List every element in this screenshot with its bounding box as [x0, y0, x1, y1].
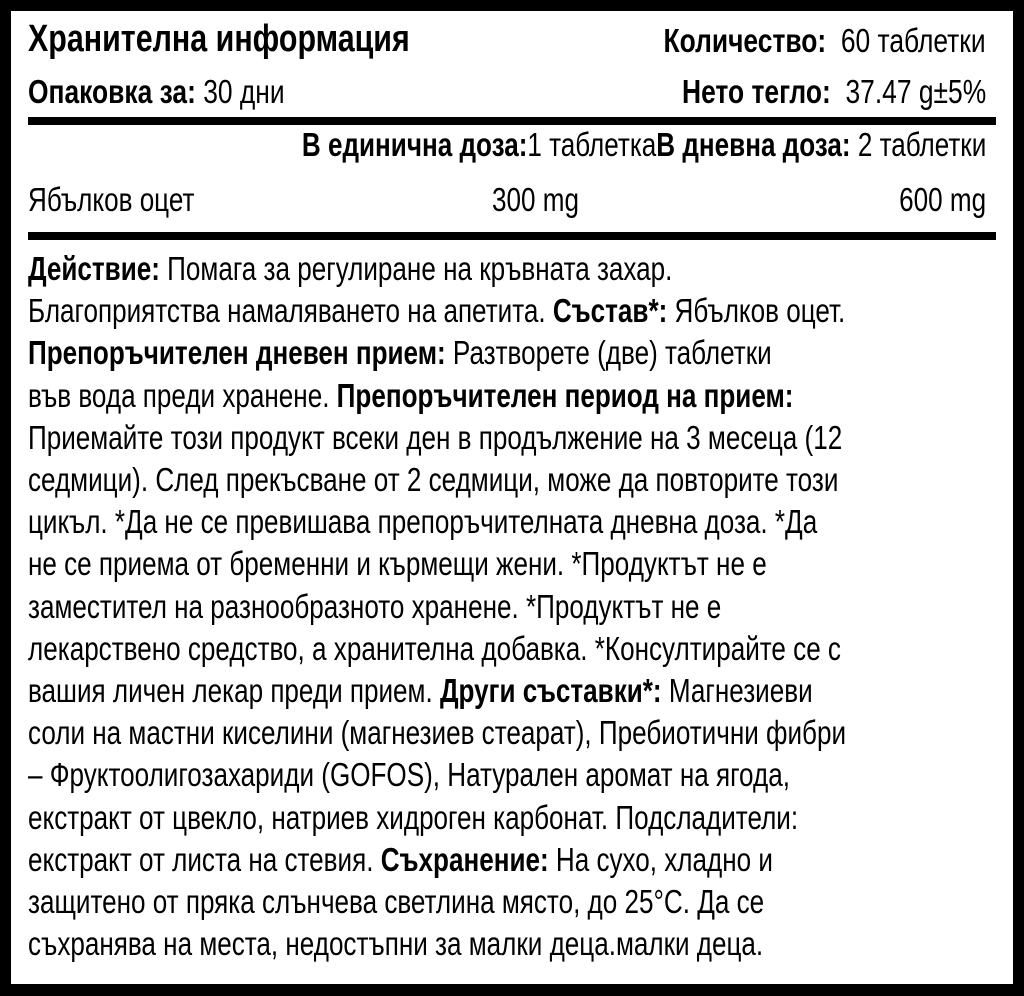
body-text: не се приема от бременни и кърмещи жени. *Продуктът не е — [28, 545, 767, 583]
text-line — [28, 798, 799, 836]
text-line — [28, 545, 767, 583]
section-heading: Препоръчителен период на прием: — [336, 376, 794, 414]
body-text: във вода преди хранене. — [28, 376, 337, 414]
net-weight-label: Нето тегло: — [681, 73, 831, 110]
body-text: Разтворете (две) таблетки — [445, 334, 772, 372]
body-text: Помага за регулиране на кръвната захар. — [159, 250, 673, 287]
text-line — [28, 334, 772, 372]
daily-dose-value: 2 таблетки — [857, 126, 986, 163]
body-text: соли на мастни киселини (магнезиев стеарат), Пребиотични фибри — [28, 714, 847, 752]
text-line — [28, 376, 794, 414]
section-heading: Съхранение: — [380, 840, 549, 878]
section-heading: Други съставки*: — [439, 672, 662, 709]
body-text: седмици). След прекъсване от 2 седмици, може да повторите този — [28, 461, 839, 498]
quantity — [664, 24, 986, 57]
text-line — [28, 418, 843, 456]
section-heading: Действие: — [28, 250, 160, 287]
body-text: вашия личен лекар преди прием. — [28, 672, 440, 709]
ingredient-daily-dose: 600 mg — [899, 181, 986, 218]
single-dose-label: В единична доза: — [301, 126, 528, 163]
ingredient-name: Ябълков оцет — [28, 181, 195, 218]
label-title: Хранителна информация — [28, 18, 410, 60]
body-text: На сухо, хладно и — [548, 840, 773, 878]
net-weight — [682, 75, 986, 108]
text-line — [28, 252, 672, 285]
body-text: – Фруктоолигозахариди (GOFOS), Натурален аромат на ягода, — [28, 756, 790, 794]
text-line — [28, 503, 818, 541]
ingredient-single-dose: 300 mg — [492, 181, 579, 218]
quantity-label: Количество: — [663, 22, 827, 59]
dose-header — [302, 128, 986, 161]
single-dose-value: 1 таблетка — [527, 126, 657, 163]
text-line — [28, 292, 846, 330]
text-line — [28, 756, 790, 794]
body-text: екстракт от цвекло, натриев хидроген карбонат. Подсладители: — [28, 798, 799, 836]
daily-dose-label: В дневна доза: — [656, 126, 851, 163]
body-text: заместител на разнообразното хранене. *Продуктът не е — [28, 587, 722, 625]
package-value: 30 дни — [203, 73, 285, 110]
body-text: съхранява на места, недостъпни за малки деца.малки деца. — [28, 925, 764, 963]
text-line — [28, 674, 813, 707]
net-weight-value: 37.47 g±5% — [845, 73, 986, 110]
divider — [28, 232, 996, 240]
body-text: цикъл. *Да не се превишава препоръчителната дневна доза. *Да — [28, 503, 818, 541]
body-text: Благоприятства намаляването на апетита. — [28, 292, 553, 330]
body-text: лекарствено средство, а хранителна добавка. *Консултирайте се с — [28, 629, 841, 667]
section-heading: Препоръчителен дневен прием: — [28, 334, 446, 372]
text-line — [28, 925, 764, 963]
package — [28, 75, 285, 108]
section-heading: Състав*: — [552, 292, 668, 330]
text-line — [28, 885, 764, 918]
divider — [28, 117, 996, 125]
text-line — [28, 587, 722, 625]
body-text: екстракт от листа на стевия. — [28, 840, 381, 878]
text-line — [28, 714, 847, 752]
quantity-value: 60 таблетки — [841, 22, 986, 59]
body-text: Ябълков оцет. — [667, 292, 846, 330]
text-line — [28, 629, 841, 667]
body-text: Приемайте този продукт всеки ден в продължение на 3 месеца (12 — [28, 418, 843, 456]
body-text: Магнезиеви — [661, 672, 813, 709]
package-label: Опаковка за: — [28, 73, 196, 110]
text-line — [28, 840, 773, 878]
text-line — [28, 463, 838, 496]
body-text: защитено от пряка слънчева светлина място, до 25°C. Да се — [28, 883, 765, 920]
